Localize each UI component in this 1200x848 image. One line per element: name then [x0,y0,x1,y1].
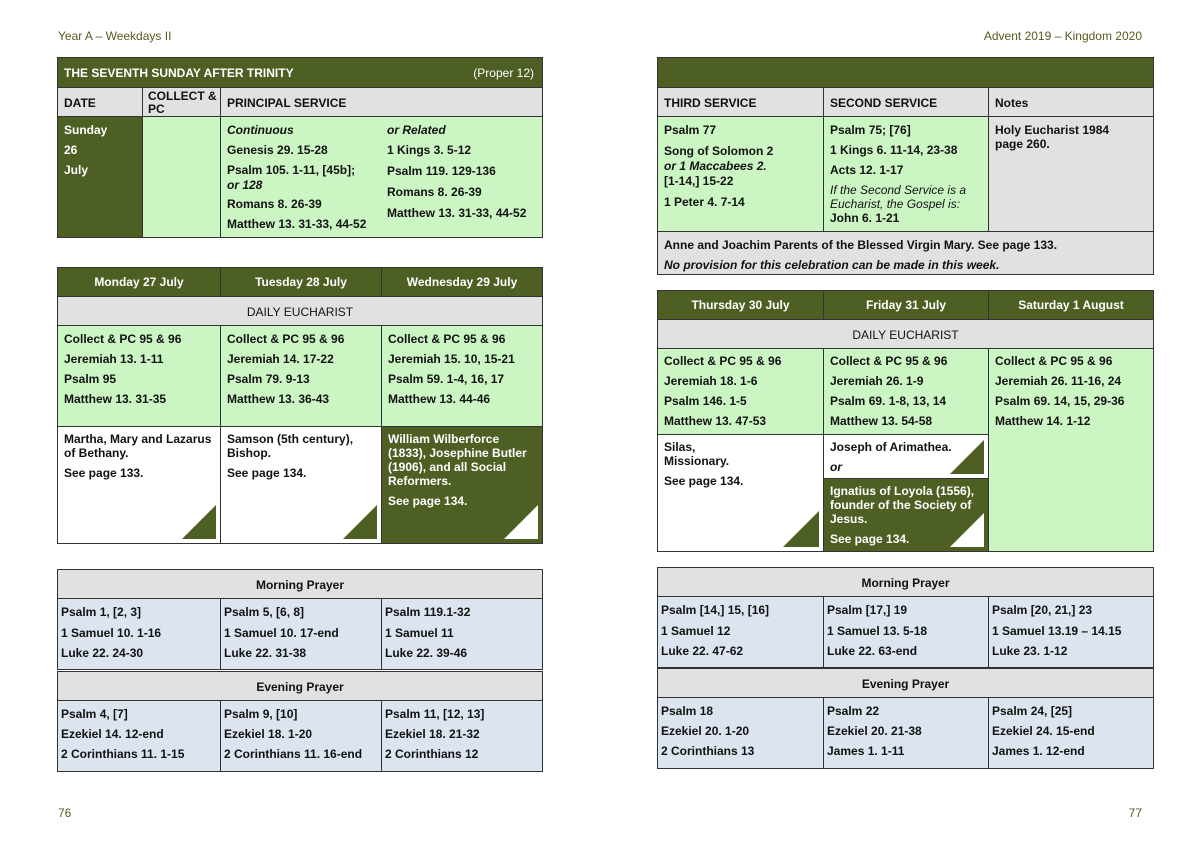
corner-triangle-icon [783,511,819,547]
running-header-right: Advent 2019 – Kingdom 2020 [983,29,1142,43]
day-header-saturday: Saturday 1 August [988,290,1154,320]
page-number-right: 77 [1128,806,1142,820]
evening-prayer-label: Evening Prayer [57,671,543,701]
page-number-left: 76 [58,806,72,820]
morning-prayer-thursday: Psalm [14,] 15, [16] 1 Samuel 12 Luke 22. 47-62 [657,596,824,668]
readings-tuesday: Collect & PC 95 & 96 Jeremiah 14. 17-22 Psalm 79. 9-13 Matthew 13. 36-43 [220,325,382,427]
commemoration-thursday: Silas, Missionary. See page 134. [657,434,824,552]
sunday-title-bar [57,57,543,88]
corner-triangle-icon [343,505,377,539]
col-second-header: SECOND SERVICE [823,87,989,117]
col-collect-header: COLLECT & PC [142,87,221,117]
day-header-friday: Friday 31 July [823,290,989,320]
morning-prayer-saturday: Psalm [20, 21,] 23 1 Samuel 13.19 – 14.15 Luke 23. 1-12 [988,596,1154,668]
running-header-left: Year A – Weekdays II [58,29,172,43]
commemoration-tuesday: Samson (5th century), Bishop. See page 134. [220,426,382,544]
commemoration-friday-b: Ignatius of Loyola (1556), founder of the Society of Jesus. See page 134. [823,478,989,552]
sunday-collect-cell [142,116,221,238]
corner-triangle-icon [182,505,216,539]
sunday-title: THE SEVENTH SUNDAY AFTER TRINITY [64,66,294,80]
sunday-footer-note: Anne and Joachim Parents of the Blessed Virgin Mary. See page 133. No provision for this celebration can be made in this week. [657,231,1154,275]
corner-triangle-icon [950,440,984,474]
readings-wednesday: Collect & PC 95 & 96 Jeremiah 15. 10, 15-21 Psalm 59. 1-4, 16, 17 Matthew 13. 44-46 [381,325,543,427]
notes-cell: Holy Eucharist 1984 page 260. [988,116,1154,232]
morning-prayer-wednesday: Psalm 119.1-32 1 Samuel 11 Luke 22. 39-46 [381,598,543,670]
morning-prayer-label-right: Morning Prayer [657,567,1154,597]
evening-prayer-saturday: Psalm 24, [25] Ezekiel 24. 15-end James 1. 12-end [988,697,1154,769]
evening-prayer-monday: Psalm 4, [7] Ezekiel 14. 12-end 2 Corinthians 11. 1-15 [57,700,221,772]
commemoration-wednesday: William Wilberforce (1833), Josephine Butler (1906), and all Social Reformers. See page 134. [381,426,543,544]
related-label: or Related [387,123,446,137]
sunday-title-bar-right [657,57,1154,88]
evening-prayer-friday: Psalm 22 Ezekiel 20. 21-38 James 1. 1-11 [823,697,989,769]
third-service-cell: Psalm 77 Song of Solomon 2 or 1 Maccabees 2. [1-14,] 15-22 1 Peter 4. 7-14 [657,116,824,232]
day-header-tuesday: Tuesday 28 July [220,267,382,297]
morning-prayer-friday: Psalm [17,] 19 1 Samuel 13. 5-18 Luke 22. 63-end [823,596,989,668]
commemoration-monday: Martha, Mary and Lazarus of Bethany. See page 133. [57,426,221,544]
evening-prayer-wednesday: Psalm 11, [12, 13] Ezekiel 18. 21-32 2 Corinthians 12 [381,700,543,772]
second-service-cell: Psalm 75; [76] 1 Kings 6. 11-14, 23-38 Acts 12. 1-17 If the Second Service is a Eucharist, the Gospel is: John 6. 1-21 [823,116,989,232]
continuous-label: Continuous [227,123,294,137]
corner-triangle-icon [950,513,984,547]
day-header-monday: Monday 27 July [57,267,221,297]
morning-prayer-label: Morning Prayer [57,569,543,599]
daily-eucharist-label-right: DAILY EUCHARIST [657,319,1154,349]
evening-prayer-tuesday: Psalm 9, [10] Ezekiel 18. 1-20 2 Corinthians 11. 16-end [220,700,382,772]
readings-monday: Collect & PC 95 & 96 Jeremiah 13. 1-11 Psalm 95 Matthew 13. 31-35 [57,325,221,427]
evening-prayer-label-right: Evening Prayer [657,668,1154,698]
sunday-principal-cell: Continuous Genesis 29. 15-28 Psalm 105. 1-11, [45b]; or 128 Romans 8. 26-39 Matthew 13. 31-33, 44-52 or Related 1 Kings 3. 5-12 Psalm 119. 129-136 Romans 8. 26-39 Matthew 13. 31-33, 44-52 [220,116,543,238]
proper-label: (Proper 12) [473,66,534,80]
morning-prayer-monday: Psalm 1, [2, 3] 1 Samuel 10. 1-16 Luke 22. 24-30 [57,598,221,670]
readings-friday: Collect & PC 95 & 96 Jeremiah 26. 1-9 Psalm 69. 1-8, 13, 14 Matthew 13. 54-58 [823,348,989,435]
evening-prayer-thursday: Psalm 18 Ezekiel 20. 1-20 2 Corinthians 13 [657,697,824,769]
day-header-thursday: Thursday 30 July [657,290,824,320]
col-third-header: THIRD SERVICE [657,87,824,117]
col-date-header: DATE [57,87,143,117]
col-notes-header: Notes [988,87,1154,117]
commemoration-friday-a: Joseph of Arimathea. or [823,434,989,479]
col-principal-header: PRINCIPAL SERVICE [220,87,543,117]
readings-thursday: Collect & PC 95 & 96 Jeremiah 18. 1-6 Psalm 146. 1-5 Matthew 13. 47-53 [657,348,824,435]
daily-eucharist-label: DAILY EUCHARIST [57,296,543,326]
sunday-date-cell: Sunday 26 July [57,116,143,238]
readings-saturday: Collect & PC 95 & 96 Jeremiah 26. 11-16, 24 Psalm 69. 14, 15, 29-36 Matthew 14. 1-12 [988,348,1154,552]
day-header-wednesday: Wednesday 29 July [381,267,543,297]
corner-triangle-icon [504,505,538,539]
morning-prayer-tuesday: Psalm 5, [6, 8] 1 Samuel 10. 17-end Luke 22. 31-38 [220,598,382,670]
